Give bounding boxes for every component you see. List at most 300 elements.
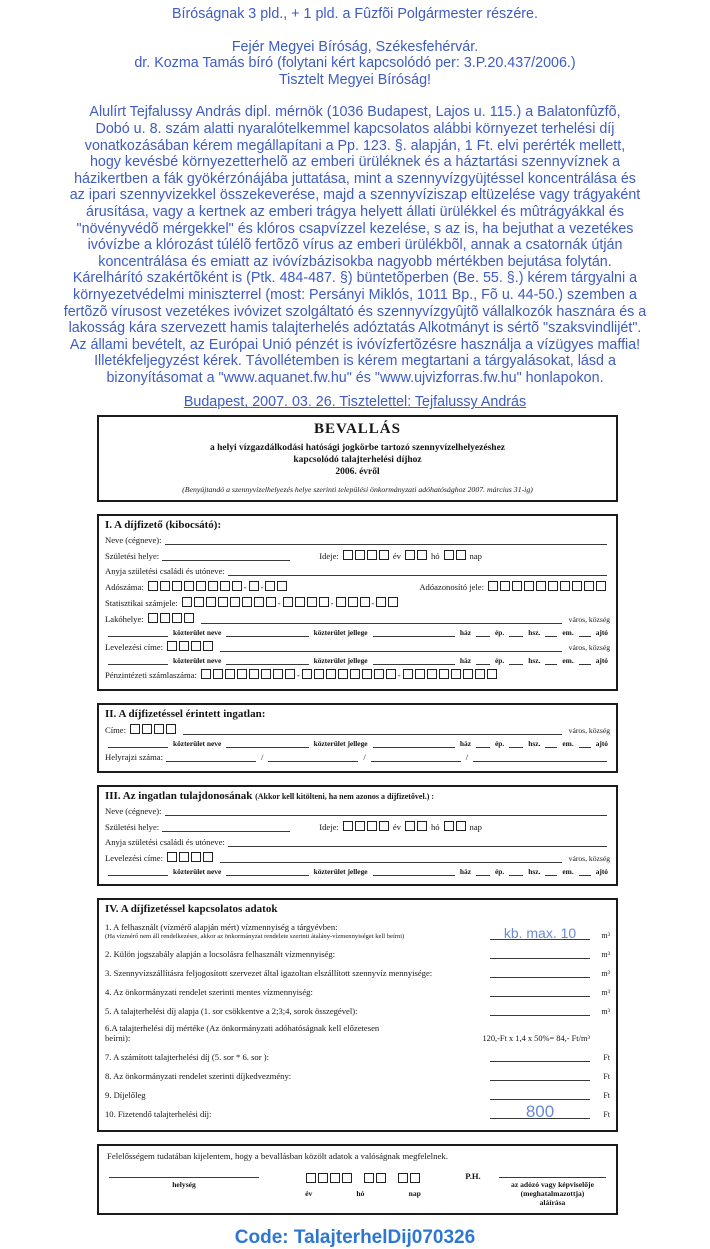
row-note: (Ha vízmérő nem áll rendelkezésre, akkor az önkormányzat rendelete szerinti átalány-vízmennyiséget kell beírni) (105, 933, 405, 941)
checkbox (350, 669, 360, 679)
name-label: Neve (cégneve): (105, 806, 162, 817)
building-label: ép. (495, 627, 505, 637)
checkbox (451, 669, 461, 679)
unit-label: Ft (603, 1110, 610, 1120)
building-label: ép. (495, 738, 505, 748)
checkbox (427, 669, 437, 679)
house-label: ház (459, 655, 472, 665)
checkbox (179, 852, 189, 862)
checkbox (283, 597, 293, 607)
street-type-label: közterület jellege (313, 627, 368, 637)
section-owner-title (105, 790, 610, 802)
blank-value-line (490, 966, 590, 978)
blank-line (108, 627, 168, 637)
month-unit: hó (356, 1189, 365, 1199)
text-line: bizonyításomat a "www.aquanet.fw.hu" és "www.ujvizforras.fw.hu" honlapokon. (106, 369, 604, 386)
hyphen-separator: - (277, 598, 281, 609)
housenumber-label: hsz. (528, 866, 541, 876)
city-village-label: város, község (568, 854, 610, 864)
form-header-box (97, 415, 618, 502)
statistical-code-boxes (181, 597, 400, 608)
section-payer-title: I. A díjfizető (kibocsátó): (105, 519, 222, 532)
checkbox (302, 669, 312, 679)
checkbox (367, 821, 377, 831)
parcel-number-row (105, 752, 610, 762)
checkbox (444, 821, 454, 831)
blank-line (268, 752, 358, 762)
fee-row-3 (105, 966, 610, 978)
row-label: 2. Külön jogszabály alapján a locsolásra felhasznált vízmennyiség: (105, 949, 336, 960)
owner-mother-row (105, 837, 610, 847)
checkbox (417, 550, 427, 560)
checkbox (386, 669, 396, 679)
checkbox (512, 581, 522, 591)
checkbox (172, 613, 182, 623)
door-label: ajtó (595, 627, 609, 637)
checkbox (166, 724, 176, 734)
postal-code-boxes (166, 852, 214, 863)
fee-row-10 (105, 1102, 610, 1122)
blank-line (373, 655, 455, 665)
place-field (109, 1169, 259, 1189)
checkbox (398, 1173, 408, 1183)
building-label: ép. (495, 655, 505, 665)
blank-value-line (490, 947, 590, 959)
checkbox (343, 821, 353, 831)
letter-court-address (0, 39, 710, 89)
checkbox (154, 724, 164, 734)
blank-line (476, 738, 490, 748)
checkbox (191, 641, 201, 651)
checkbox (379, 821, 389, 831)
row-label: 6.A talajterhelési díj mértéke (Az önkormányzati adóhatóságnak kell előzetesen beírni): (105, 1023, 380, 1044)
text-line: ivóvízbe a klórozást túlélõ fertõzõ vírus az emberi ürülékbõl, annak a csatornák útján (87, 237, 623, 254)
blank-line (509, 655, 523, 665)
checkbox (230, 597, 240, 607)
checkbox (318, 1173, 328, 1183)
fee-row-4 (105, 985, 610, 997)
signature-label-line1: az adózó vagy képviselője (meghatalmazottja) (511, 1180, 594, 1199)
place-label: helység (172, 1180, 196, 1190)
blank-line (165, 806, 607, 816)
checkbox (456, 821, 466, 831)
housenumber-label: hsz. (528, 655, 541, 665)
address-sublabels (105, 738, 610, 748)
checkbox (148, 581, 158, 591)
blank-line (228, 566, 607, 576)
checkbox (410, 1173, 420, 1183)
section-fee-title: IV. A díjfizetéssel kapcsolatos adatok (105, 903, 278, 916)
owner-name-row (105, 806, 610, 816)
checkbox (167, 641, 177, 651)
postal-code-boxes (166, 641, 214, 652)
door-label: ajtó (595, 738, 609, 748)
blank-line (183, 725, 562, 735)
year-boxes (342, 550, 390, 561)
checkbox (362, 669, 372, 679)
checkbox (560, 581, 570, 591)
checkbox (182, 597, 192, 607)
checkbox (524, 581, 534, 591)
blank-line (226, 738, 308, 748)
checkbox (487, 669, 497, 679)
blank-line (373, 627, 455, 637)
handwritten-value: kb. max. 10 (503, 925, 577, 942)
checkbox (206, 597, 216, 607)
checkbox (254, 597, 264, 607)
bevallas-form (97, 415, 618, 1215)
blank-line (545, 627, 557, 637)
fee-row-2 (105, 947, 610, 959)
form-year: 2006. évről (335, 467, 380, 478)
checkbox (242, 597, 252, 607)
signature-label (499, 1180, 606, 1207)
floor-label: em. (562, 866, 574, 876)
year-unit: év (392, 551, 401, 562)
floor-label: em. (562, 738, 574, 748)
text-line: dr. Kozma Tamás bíró (folytani kért kapcsolódó per: 3.P.20.437/2006.) (134, 55, 576, 72)
street-name-label: közterület neve (173, 627, 222, 637)
checkbox (265, 581, 275, 591)
text-line: Dobó u. 8. szám alatti nyaralótelkemmel kapcsolatos alábbi környezet terhelési díj (95, 120, 615, 137)
blank-line (476, 627, 490, 637)
fee-row-9 (105, 1088, 610, 1100)
checkbox (213, 669, 223, 679)
text-line: koncentrálása és emiatt az ivóvízbázisokba nagyobb mértékben bejutása folytán. (98, 253, 612, 270)
statistical-code-label: Statisztikai számjele: (105, 598, 178, 609)
unit-label: Ft (603, 1053, 610, 1063)
day-boxes (443, 821, 467, 832)
fee-row-6 (105, 1023, 610, 1043)
residence-label: Lakóhelye: (105, 614, 144, 625)
fee-row-1-label (105, 922, 490, 940)
checkbox (439, 669, 449, 679)
mother-name-label: Anyja születési családi és utóneve: (105, 837, 225, 848)
printed-rate-value: 120,-Ft x 1,4 x 50%= 84,- Ft/m³ (482, 1034, 590, 1044)
year-unit: év (305, 1189, 313, 1199)
year-unit: év (392, 822, 401, 833)
checkbox (405, 550, 415, 560)
row-label: 8. Az önkormányzati rendelet szerinti díjkedvezmény: (105, 1071, 292, 1082)
checkbox (374, 669, 384, 679)
owner-title-note: (Akkor kell kitölteni, ha nem azonos a díjfizetővel.) : (255, 792, 435, 802)
hyphen-separator: - (296, 670, 300, 681)
checkbox (285, 669, 295, 679)
checkbox (160, 581, 170, 591)
blank-line (579, 655, 591, 665)
checkbox (319, 597, 329, 607)
checkbox (184, 613, 194, 623)
text-line: Kárelhárító szakértõként is (Ptk. 484-487. §) büntetõperben (Be. 55. §.) kérem tárgyalni a (72, 270, 638, 287)
checkbox (488, 581, 498, 591)
checkbox (376, 597, 386, 607)
text-line: lakosság kára szervezett hamis talajterhelés adóztatás Alkotmányt is sértõ "szaksvindlijét". (68, 320, 642, 337)
checkbox (191, 852, 201, 862)
birthplace-label: Születési helye: (105, 551, 160, 562)
hyphen-separator: - (243, 582, 247, 593)
door-label: ajtó (595, 655, 609, 665)
unit-label: m³ (601, 969, 610, 979)
form-title: BEVALLÁS (314, 421, 401, 438)
blank-line (226, 866, 308, 876)
house-label: ház (459, 738, 472, 748)
checkbox (338, 669, 348, 679)
text-line: Illetékfeljegyzést kérek. Távollétemben is kérem megtartani a tárgyalásokat, lásd a (94, 353, 616, 370)
blank-line (108, 738, 168, 748)
checkbox (220, 581, 230, 591)
row-label: 7. A számított talajterhelési díj (5. sor * 6. sor ): (105, 1052, 269, 1063)
text-line: vonatkozásában kérem megállapítani a Pp. 123. §. alapján, 1 Ft. elvi perérték mellett, (84, 137, 626, 154)
checkbox (307, 597, 317, 607)
checkbox (342, 1173, 352, 1183)
housenumber-label: hsz. (528, 738, 541, 748)
payer-taxnumber-row (105, 581, 610, 592)
checkbox (148, 613, 158, 623)
row-label: 5. A talajterhelési díj alapja (1. sor csökkentve a 2;3;4, sorok összegével): (105, 1006, 358, 1017)
blank-line (109, 1169, 259, 1178)
checkbox (343, 550, 353, 560)
section-property (97, 703, 618, 773)
blank-line (226, 655, 308, 665)
text-line: Tisztelt Megyei Bíróság! (278, 71, 432, 88)
month-unit: hó (430, 551, 440, 562)
blank-line (579, 738, 591, 748)
blank-line (165, 535, 607, 545)
street-type-label: közterület jellege (313, 655, 368, 665)
text-line: az ipari szennyvizekkel összekeverése, majd a szennyvíziszap eltüzelése vagy trágyaként (69, 187, 641, 204)
checkbox (196, 581, 206, 591)
checkbox (355, 821, 365, 831)
hyphen-separator: - (330, 598, 334, 609)
month-unit: hó (430, 822, 440, 833)
signature-label-line2: aláírása (539, 1198, 566, 1208)
checkbox (314, 669, 324, 679)
unit-label: m³ (601, 1007, 610, 1017)
checkbox (249, 581, 259, 591)
blank-line (473, 752, 607, 762)
payer-name-row (105, 535, 610, 545)
blank-line (373, 866, 455, 876)
housenumber-label: hsz. (528, 627, 541, 637)
tax-id-boxes (487, 581, 607, 592)
fee-row-8 (105, 1069, 610, 1081)
hyphen-separator: - (371, 598, 375, 609)
checkbox (360, 597, 370, 607)
blank-line (373, 738, 455, 748)
unit-label: Ft (603, 1072, 610, 1082)
payer-residence-row (105, 613, 610, 624)
signature-row (109, 1169, 606, 1207)
row-label: 9. Díjelőleg (105, 1090, 146, 1101)
bank-account-label: Pénzintézeti számlaszáma: (105, 670, 197, 681)
floor-label: em. (562, 627, 574, 637)
house-label: ház (459, 866, 472, 876)
checkbox (348, 597, 358, 607)
street-name-label: közterület neve (173, 738, 222, 748)
blank-line (579, 866, 591, 876)
payer-mailing-row (105, 641, 610, 652)
checkbox (572, 581, 582, 591)
payer-birth-row (105, 550, 610, 561)
checkbox (167, 852, 177, 862)
declaration-box (97, 1144, 618, 1215)
checkbox (500, 581, 510, 591)
checkbox (194, 597, 204, 607)
blank-line (162, 551, 290, 561)
postal-code-boxes (129, 724, 177, 735)
signature-field (499, 1169, 606, 1207)
blank-line (545, 866, 557, 876)
address-sublabels (105, 866, 610, 876)
hyphen-separator: - (397, 670, 401, 681)
checkbox (208, 581, 218, 591)
blank-value-line (490, 1004, 590, 1016)
checkbox (405, 821, 415, 831)
fee-row-1 (105, 922, 610, 940)
checkbox (367, 550, 377, 560)
text-line: környezetvédelmi miniszterrel (most: Persányi Miklós, 1011 Bp., Fõ u. 44-50.) szemben a (73, 286, 637, 303)
day-unit: nap (408, 1189, 421, 1199)
door-label: ajtó (595, 866, 609, 876)
blank-line (509, 627, 523, 637)
checkbox (179, 641, 189, 651)
blank-value-line (490, 1088, 590, 1100)
checkbox (237, 669, 247, 679)
blank-line (509, 738, 523, 748)
checkbox (364, 1173, 374, 1183)
row-label: 3. Szennyvízszállításra feljogosított szervezet által igazoltan elszállított szennyvíz mennyisége: (105, 968, 433, 979)
city-village-label: város, község (568, 615, 610, 625)
checkbox (142, 724, 152, 734)
blank-line (228, 837, 607, 847)
checkbox (130, 724, 140, 734)
month-boxes (404, 821, 428, 832)
day-unit: nap (469, 822, 482, 833)
blank-value-line (490, 985, 590, 997)
blank-line (371, 752, 461, 762)
birthdate-label: Ideje: (319, 551, 339, 562)
row-label: 4. Az önkormányzati rendelet szerinti mentes vízmennyiség: (105, 987, 313, 998)
blank-line (476, 655, 490, 665)
checkbox (225, 669, 235, 679)
form-subtitle-2: kapcsolódó talajterhelési díjhoz (293, 455, 422, 466)
letter-date-signature: Budapest, 2007. 03. 26. Tisztelettel: Tejfalussy András (183, 394, 527, 411)
city-village-label: város, község (568, 726, 610, 736)
text-line: Az állami bevételt, az Európai Unió pénzét is ivóvízfertõzésre használja a vízügyes maffia! (69, 336, 641, 353)
blank-line (545, 655, 557, 665)
text-line: fertõzõ vírusost vezetékes ivóvizet szolgáltató és szennyvízgyûjtõ vállalkozók hasznára és a (63, 303, 647, 320)
property-address-label: Címe: (105, 725, 127, 736)
blank-line (162, 822, 290, 832)
year-boxes (342, 821, 390, 832)
postal-code-boxes (147, 613, 195, 624)
checkbox (336, 597, 346, 607)
checkbox (201, 669, 211, 679)
blank-line (220, 853, 562, 863)
slash-separator: / (260, 752, 264, 763)
mailing-address-label: Levelezési címe: (105, 642, 163, 653)
text-line: házikertben a fák gyökérzónájába juttatása, mint a szennyvízgyüjtéssel koncentrálása és (74, 170, 636, 187)
checkbox (232, 581, 242, 591)
address-sublabels (105, 627, 610, 637)
checkbox (444, 550, 454, 560)
birthdate-label: Ideje: (319, 822, 339, 833)
blank-line (108, 655, 168, 665)
checkbox (160, 613, 170, 623)
unit-label: m³ (601, 931, 610, 941)
checkbox (306, 1173, 316, 1183)
checkbox (584, 581, 594, 591)
checkbox (403, 669, 413, 679)
checkbox (172, 581, 182, 591)
tax-id-label: Adóazonosító jele: (419, 582, 484, 593)
payer-statistical-row (105, 597, 610, 608)
letter-header-line: Bíróságnak 3 pld., + 1 pld. a Fûzfõi Polgármester részére. (172, 6, 538, 22)
declaration-text: Felelősségem tudatában kijelentem, hogy a bevallásban közölt adatok a valóságnak megfelelnek. (107, 1151, 449, 1162)
blank-line (166, 752, 256, 762)
street-name-label: közterület neve (173, 655, 222, 665)
day-boxes (443, 550, 467, 561)
letter-section (0, 0, 710, 411)
document-code: Code: TalajterhelDij070326 (234, 1227, 476, 1249)
letter-body (0, 104, 710, 386)
blank-line (226, 627, 308, 637)
blank-line (476, 866, 490, 876)
row-label: 10. Fizetendő talajterhelési díj: (105, 1109, 212, 1120)
street-type-label: közterület jellege (313, 738, 368, 748)
section-payer (97, 514, 618, 691)
date-unit-labels (283, 1189, 443, 1198)
blank-line (545, 738, 557, 748)
form-filing-note: (Benyújtandó a szennyvízelhelyezés helye szerinti települési önkormányzati adóhatósághoz 2007. március 31-ig) (182, 485, 533, 495)
street-type-label: közterület jellege (313, 866, 368, 876)
blank-line (579, 627, 591, 637)
blank-line (509, 866, 523, 876)
blank-line (201, 614, 562, 624)
checkbox (463, 669, 473, 679)
parcel-number-label: Helyrajzi száma: (105, 752, 163, 763)
mother-name-label: Anyja születési családi és utóneve: (105, 566, 225, 577)
birthplace-label: Születési helye: (105, 822, 160, 833)
payer-bank-row (105, 669, 610, 680)
fee-row-7 (105, 1050, 610, 1062)
text-line: hogy kevésbé környezetterhelõ az emberi ürüléknek és a háztartási szennyvíznek a (89, 154, 621, 171)
handwritten-amount: 800 (525, 1102, 555, 1122)
checkbox (456, 550, 466, 560)
form-subtitle-1: a helyi vízgazdálkodási hatósági jogkörbe tartozó szennyvízelhelyezéshez (210, 443, 505, 454)
owner-birth-row (105, 821, 610, 832)
checkbox (548, 581, 558, 591)
checkbox (475, 669, 485, 679)
checkbox (388, 597, 398, 607)
blank-line (499, 1169, 606, 1178)
text-line: Alulírt Tejfalussy András dipl. mérnök (1036 Budapest, Lajos u. 115.) a Balatonfûzfõ, (89, 104, 621, 121)
owner-mailing-row (105, 852, 610, 863)
checkbox (273, 669, 283, 679)
floor-label: em. (562, 655, 574, 665)
checkbox (218, 597, 228, 607)
property-address-row (105, 724, 610, 735)
checkbox (379, 550, 389, 560)
checkbox (355, 550, 365, 560)
checkbox (415, 669, 425, 679)
checkbox (417, 821, 427, 831)
checkbox (295, 597, 305, 607)
checkbox (184, 581, 194, 591)
checkbox (326, 669, 336, 679)
section-fee-data (97, 898, 618, 1132)
city-village-label: város, község (568, 643, 610, 653)
